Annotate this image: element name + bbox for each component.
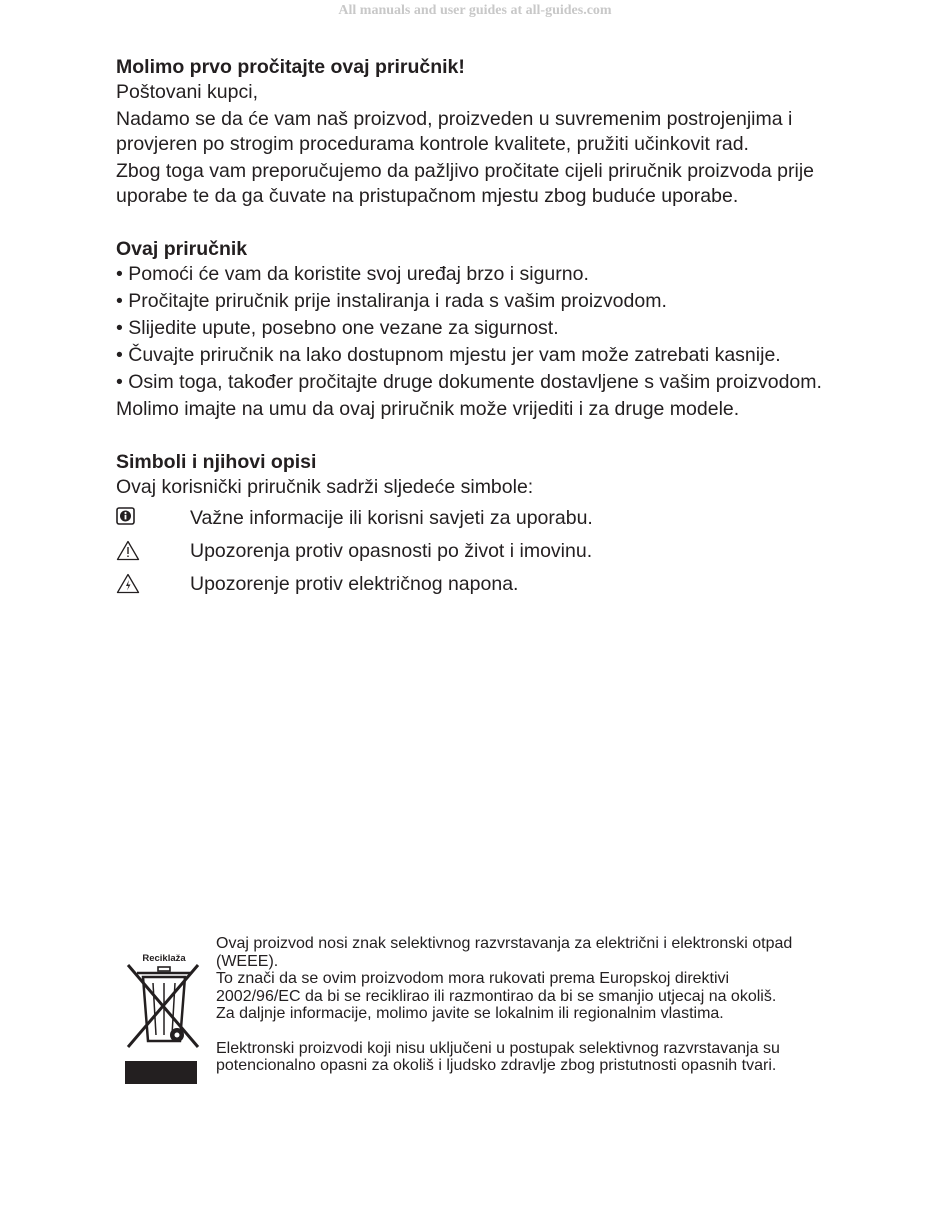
symbol-row <box>116 506 846 533</box>
info-icon <box>116 506 190 532</box>
weee-paragraph-2: Elektronski proizvodi koji nisu uključeni u postupak selektivnog razvrstavanja su potencionalno opasni za okoliš i ljudsko zdravlje zbog pristutnosti opasnih tvari. <box>216 1039 780 1074</box>
symbols-intro: Ovaj korisnički priručnik sadrži sljedeće simbole: <box>116 476 534 498</box>
weee-paragraph-1a: Ovaj proizvod nosi znak selektivnog razvrstavanja za električni i elektronski otpad (WEEE). <box>216 935 793 970</box>
list-item: • Osim toga, također pročitajte druge dokumente dostavljene s vašim proizvodom. <box>116 371 822 393</box>
watermark: All manuals and user guides at all-guides.com <box>338 3 612 18</box>
symbol-description: Upozorenje protiv električnog napona. <box>190 573 519 595</box>
list-item: • Slijedite upute, posebno one vezane za sigurnost. <box>116 317 559 339</box>
manual-content <box>116 55 846 599</box>
warning-triangle-icon <box>116 539 190 566</box>
symbol-row <box>116 539 846 566</box>
list-item: • Pročitajte priručnik prije instaliranja i rada s vašim proizvodom. <box>116 290 667 312</box>
intro-paragraph-1: Nadamo se da će vam naš proizvod, proizveden u suvremenim postrojenjima i provjeren po strogim procedurama kontrole kvalitete, pružiti učinkovit rad. <box>116 108 793 155</box>
symbol-description: Upozorenja protiv opasnosti po život i imovinu. <box>190 540 593 562</box>
electric-warning-icon <box>116 572 190 599</box>
list-item: • Pomoći će vam da koristite svoj uređaj brzo i sigurno. <box>116 263 589 285</box>
symbol-description: Važne informacije ili korisni savjeti za uporabu. <box>190 507 593 529</box>
intro-paragraph-2: Zbog toga vam preporučujemo da pažljivo pročitate cijeli priručnik proizvoda prije uporabe te da ga čuvate na pristupačnom mjestu zbog buduće uporabe. <box>116 160 815 207</box>
manual-section-title: Ovaj priručnik <box>116 238 248 260</box>
symbols-section-title: Simboli i njihovi opisi <box>116 451 317 473</box>
weee-logo-label: Reciklaža <box>142 953 186 964</box>
recycling-bin-icon <box>122 949 206 1089</box>
weee-paragraph-1b: To znači da se ovim proizvodom mora rukovati prema Europskoj direktivi 2002/96/EC da bi se reciklirao ili razmontirao da bi se smanjio utjecaj na okoliš. Za daljnje informacije, molimo javite se lokalnim ili regionalnim vlastima. <box>216 970 777 1022</box>
symbol-row <box>116 572 846 599</box>
manual-note: Molimo imajte na umu da ovaj priručnik može vrijediti i za druge modele. <box>116 398 740 420</box>
weee-text <box>216 935 796 1075</box>
greeting: Poštovani kupci, <box>116 81 258 103</box>
list-item: • Čuvajte priručnik na lako dostupnom mjestu jer vam može zatrebati kasnije. <box>116 344 781 366</box>
intro-title: Molimo prvo pročitajte ovaj priručnik! <box>116 56 465 78</box>
